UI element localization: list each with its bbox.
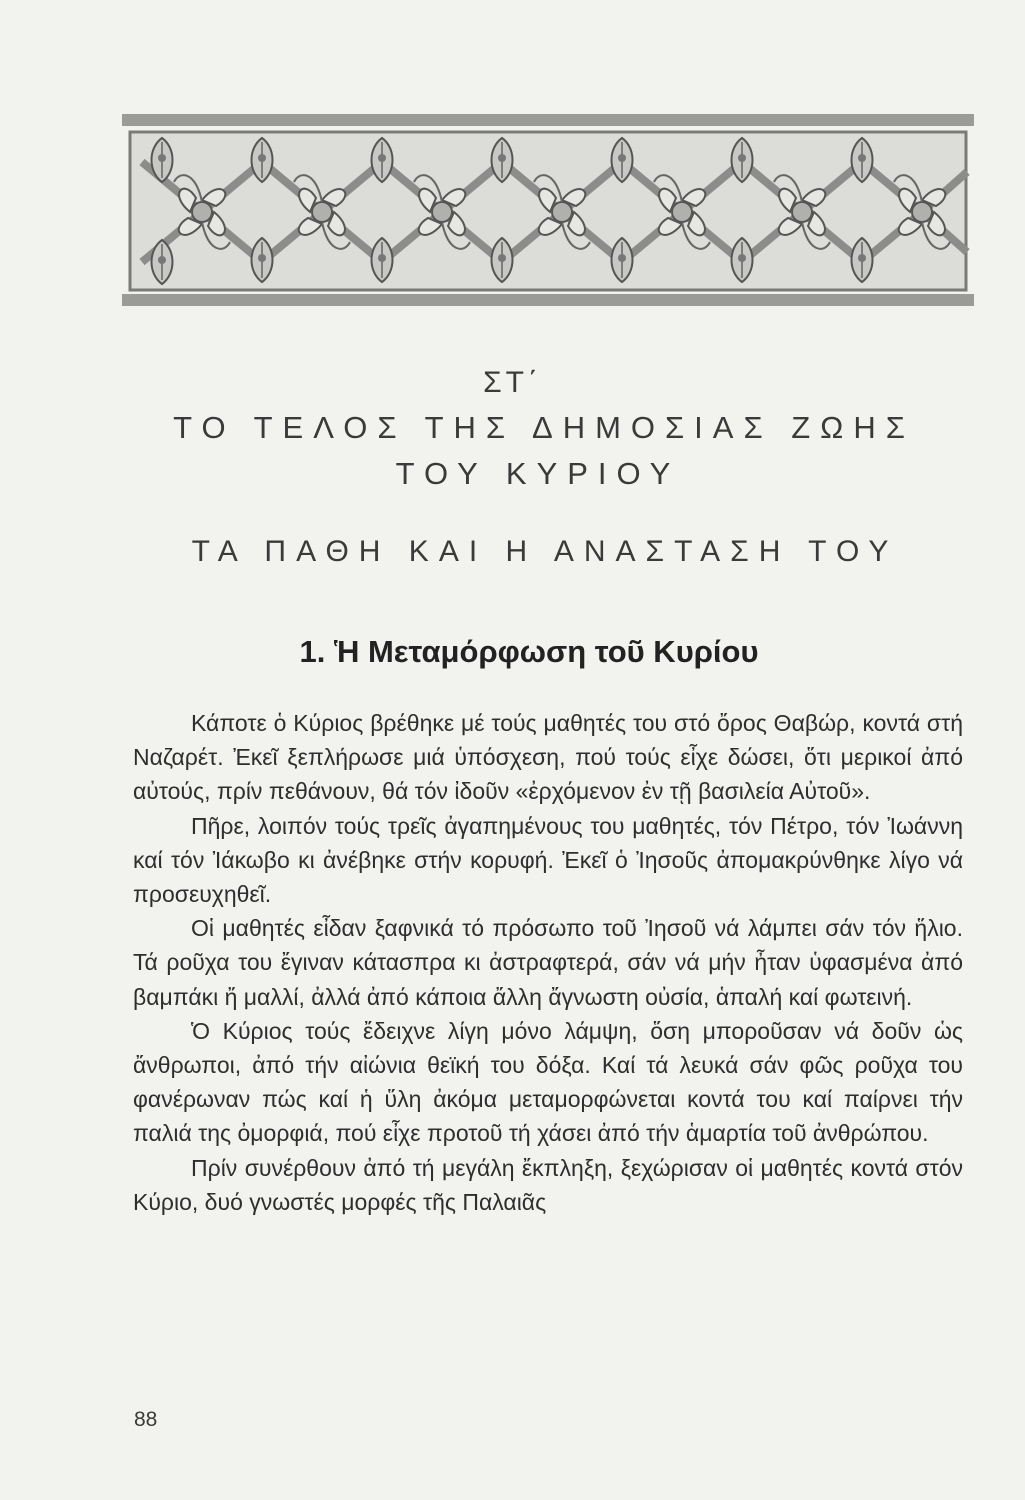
chapter-title-line-1: ΤΟ ΤΕΛΟΣ ΤΗΣ ΔΗΜΟΣΙΑΣ ΖΩΗΣ bbox=[173, 410, 915, 445]
page-number: 88 bbox=[134, 1408, 158, 1431]
body-text bbox=[133, 706, 963, 1219]
paragraph: Πῆρε, λοιπόν τούς τρεῖς ἀγαπημένους του μαθητές, τόν Πέτρο, τόν Ἰωάννη καί τόν Ἰάκωβο κι ἀνέβηκε στήν κορυφή. Ἐκεῖ ὁ Ἰησοῦς ἀπομακρύνθηκε λίγο νά προσευχηθεῖ. bbox=[133, 812, 963, 908]
chapter-number: ΣΤ΄ bbox=[483, 366, 542, 399]
floral-ornament-icon bbox=[122, 112, 974, 320]
decorative-ornament-band bbox=[122, 112, 974, 320]
paragraph: Πρίν συνέρθουν ἀπό τή μεγάλη ἔκπληξη, ξεχώρισαν οἱ μαθητές κοντά στόν Κύριο, δυό γνωστές μορφές τῆς Παλαιᾶς bbox=[133, 1154, 963, 1215]
chapter-title-line-2: ΤΟΥ ΚΥΡΙΟΥ bbox=[395, 456, 681, 491]
paragraph: Ὁ Κύριος τούς ἔδειχνε λίγη μόνο λάμψη, ὅση μποροῦσαν νά δοῦν ὡς ἄνθρωποι, ἀπό τήν αἰώνια θεϊκή του δόξα. Καί τά λευκά σάν φῶς ροῦχα του φανέρωναν πώς καί ἡ ὕλη ἀκόμα μεταμορφώνεται κοντά του καί παίρνει τήν παλιά της ὀμορφιά, πού εἶχε προτοῦ τή χάσει ἀπό τήν ἁμαρτία τοῦ ἀνθρώπου. bbox=[133, 1017, 963, 1147]
paragraph: Κάποτε ὁ Κύριος βρέθηκε μέ τούς μαθητές του στό ὄρος Θαβώρ, κοντά στή Ναζαρέτ. Ἐκεῖ ξεπλήρωσε μιά ὑπόσχεση, πού τούς εἶχε δώσει, ὅτι μερικοί ἀπό αὐτούς, πρίν πεθάνουν, θά τόν ἰδοῦν «ἐρχόμενον ἐν τῇ βασιλεία Αὐτοῦ». bbox=[133, 710, 963, 805]
section-heading: 1. Ἡ Μεταμόρφωση τοῦ Κυρίου bbox=[299, 634, 759, 669]
paragraph: Οἱ μαθητές εἶδαν ξαφνικά τό πρόσωπο τοῦ Ἰησοῦ νά λάμπει σάν τόν ἥλιο. Τά ροῦχα του ἔγιναν κάτασπρα κι ἀστραφτερά, σάν νά μήν ἦταν ὑφασμένα ἀπό βαμπάκι ἤ μαλλί, ἀλλά ἀπό κάποια ἄλλη ἄγνωστη οὐσία, ἁπαλή καί φωτεινή. bbox=[133, 915, 963, 1010]
chapter-subtitle: ΤΑ ΠΑΘΗ ΚΑΙ Η ΑΝΑΣΤΑΣΗ ΤΟΥ bbox=[191, 535, 899, 568]
